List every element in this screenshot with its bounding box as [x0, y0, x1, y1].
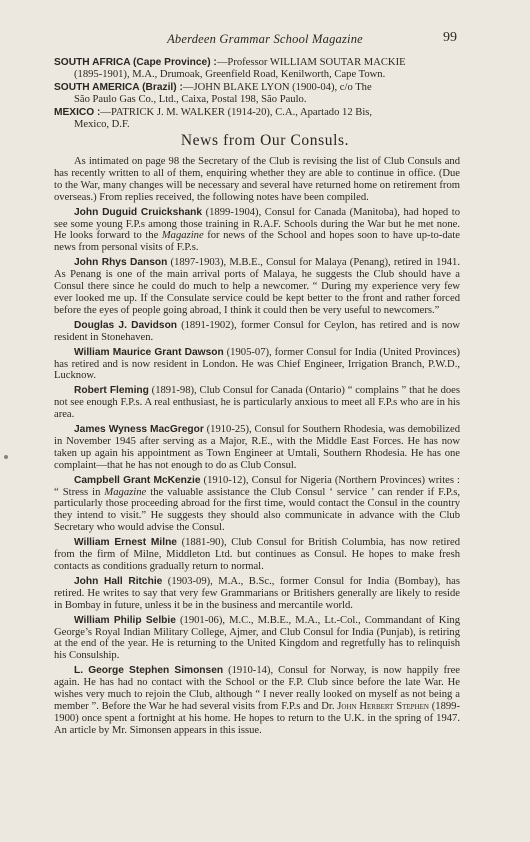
consul-details: —JOHN BLAKE LYON (1900-04), c/o The [182, 82, 372, 93]
paragraph-text: (1897-1903), M.B.E., Consul for Malaya (Penang), retired in 1941. As Penang is one of the main arrival ports of Malaya, he suggests the Club should have a Consul there since he could do much to help a newcomer. “ During my experience very few ever looked me up. If the Consulate service could be kept better to the front and rather forced before the eyes of people going abroad, I think it could then be very useful to newcomers.” [54, 257, 460, 316]
paragraph-text: (1891-98), Club Consul for Canada (Ontario) “ complains ” that he does not see enough F.P.s. A real enthusiast, he is particularly anxious to meet all F.P.s who are in his area. [54, 385, 460, 421]
consul-entry-mexico [54, 107, 460, 131]
consul-name: John Duguid Cruickshank [74, 206, 203, 218]
paragraph-text: (1899-1900) once spent a fortnight at his home. He hopes to return to the U.K. in the spring of 1947. An article by Mr. Simonsen appears in this issue. [54, 700, 460, 736]
consul-name: James Wyness MacGregor [74, 424, 204, 436]
consul-news-paragraph [54, 615, 460, 663]
consul-entry-south-america [54, 82, 460, 106]
consul-name: Campbell Grant McKenzie [74, 474, 201, 486]
paragraph-text: (1903-09), M.A., B.Sc., former Consul for India (Bombay), has retired. He writes to say that very few Grammarians or Britishers generally are likely to reside in Bombay in future, unless it be in the business and mercantile world. [54, 575, 460, 611]
consul-name: John Hall Ritchie [74, 575, 163, 587]
consul-news-paragraph [54, 475, 460, 535]
consul-address: Mexico, D.F. [74, 119, 130, 130]
consul-news-paragraph [54, 424, 460, 472]
consul-name: Douglas J. Davidson [74, 319, 178, 331]
article-body [54, 156, 460, 740]
paragraph-text: the valuable assistance the Club Consul ‘ service ’ can render if F.P.s, particularly those proceeding abroad for the first time, would contact the Consul in the country they intend to visit.” He suggests they should also communicate in advance with the Club Secretary who would advise the Consul. [54, 486, 460, 534]
consul-news-paragraph [54, 347, 460, 383]
paragraph-text: (1891-1902), former Consul for Ceylon, has retired and is now resident in Stonehaven. [54, 319, 460, 343]
consul-name: William Philip Selbie [74, 614, 176, 626]
consul-country: MEXICO : [54, 107, 101, 118]
magazine-title: Magazine [104, 486, 147, 498]
consul-address: (1895-1901), M.A., Drumoak, Greenfield Road, Kenilworth, Cape Town. [74, 69, 386, 80]
paragraph-text: (1910-12), Consul for Nigeria (Northern Provinces) writes : “ Stress in [54, 474, 460, 498]
paragraph-text: (1910-14), Consul for Norway, is now happily free again. He has had no contact with the School or the F.P. Club since before the late War. He wishes very much to rejoin the Club, although “ I never really looked on myself as not being a member ”. Before the War he had several visits from F.P.s and Dr. [54, 665, 460, 712]
paragraph-text: (1910-25), Consul for Southern Rhodesia, was demobilized in November 1945 after serving as a Major, R.E., with the Middle East Forces. He has now taken up again his appointment as Town Engineer at Umtali, Southern Rhodesia. He has one complaint—that he has not enough to do as Club Consul. [54, 424, 461, 471]
paragraph-text: (1899-1904), Consul for Canada (Manitoba), had hoped to see some young F.P.s among those training in R.A.F. Schools during the War but he met none. He looks forward to the [54, 206, 460, 242]
consul-name: L. George Stephen Simonsen [74, 665, 224, 677]
page-header [0, 30, 530, 50]
consul-news-paragraph [54, 257, 460, 317]
consul-news-paragraph [54, 207, 460, 255]
consul-name: Robert Fleming [74, 385, 149, 397]
consul-name: John Rhys Danson [74, 257, 168, 269]
paragraph-text: for news of the School and hopes soon to have up-to-date news from personal visits of F.P.s. [54, 230, 460, 254]
consul-country: SOUTH AMERICA (Brazil) : [54, 82, 183, 93]
magazine-title: Magazine [161, 230, 204, 242]
consul-country: SOUTH AFRICA (Cape Province) : [54, 57, 217, 68]
paragraph-text: (1901-06), M.C., M.B.E., M.A., Lt.-Col., Commandant of King George’s Royal Indian Military College, Ajmer, and Club Consul for India (Punjab), is retiring at the end of the year. He is returning to the United Kingdom and regretfully has to relinquish his Consulship. [54, 614, 460, 662]
consul-address-list [54, 57, 460, 131]
person-name-smallcaps: John Herbert Stephen [337, 700, 429, 712]
consul-name: William Ernest Milne [74, 537, 177, 549]
consul-news-paragraph [54, 537, 460, 573]
consul-news-paragraph [54, 576, 460, 612]
section-title: News from Our Consuls. [180, 132, 350, 149]
consul-news-paragraph [54, 665, 460, 736]
consul-address: São Paulo Gas Co., Ltd., Caixa, Postal 198, São Paulo. [74, 94, 307, 105]
intro-paragraph: As intimated on page 98 the Secretary of the Club is revising the list of Club Consuls and has recently written to all of them, enquiring whether they are able to continue in office. (Due to the War, many changes will be necessary and several have returned home on retirement from overseas.) From replies received, the following notes have been compiled. [54, 156, 460, 203]
page-number: 99 [443, 30, 457, 45]
consul-news-paragraph [54, 320, 460, 344]
binding-mark [4, 455, 8, 459]
consul-name: William Maurice Grant Dawson [74, 346, 224, 358]
running-title: Aberdeen Grammar School Magazine [167, 32, 363, 46]
paragraph-text: (1905-07), former Consul for India (United Provinces) has retired and is now resident in London. He was Chief Engineer, Irrigation Branch, P.W.D., Lucknow. [54, 346, 460, 382]
paragraph-text: (1881-90), Club Consul for British Columbia, has now retired from the firm of Milne, Middleton Ltd. but continues as Consul. He hopes to make fresh contacts as conditions gradually return to normal. [54, 537, 460, 572]
consul-details: —PATRICK J. M. WALKER (1914-20), C.A., Apartado 12 Bis, [100, 107, 373, 118]
consul-details: —Professor WILLIAM SOUTAR MACKIE [216, 57, 406, 68]
consul-news-paragraph [54, 385, 460, 421]
consul-entry-south-africa [54, 57, 460, 81]
